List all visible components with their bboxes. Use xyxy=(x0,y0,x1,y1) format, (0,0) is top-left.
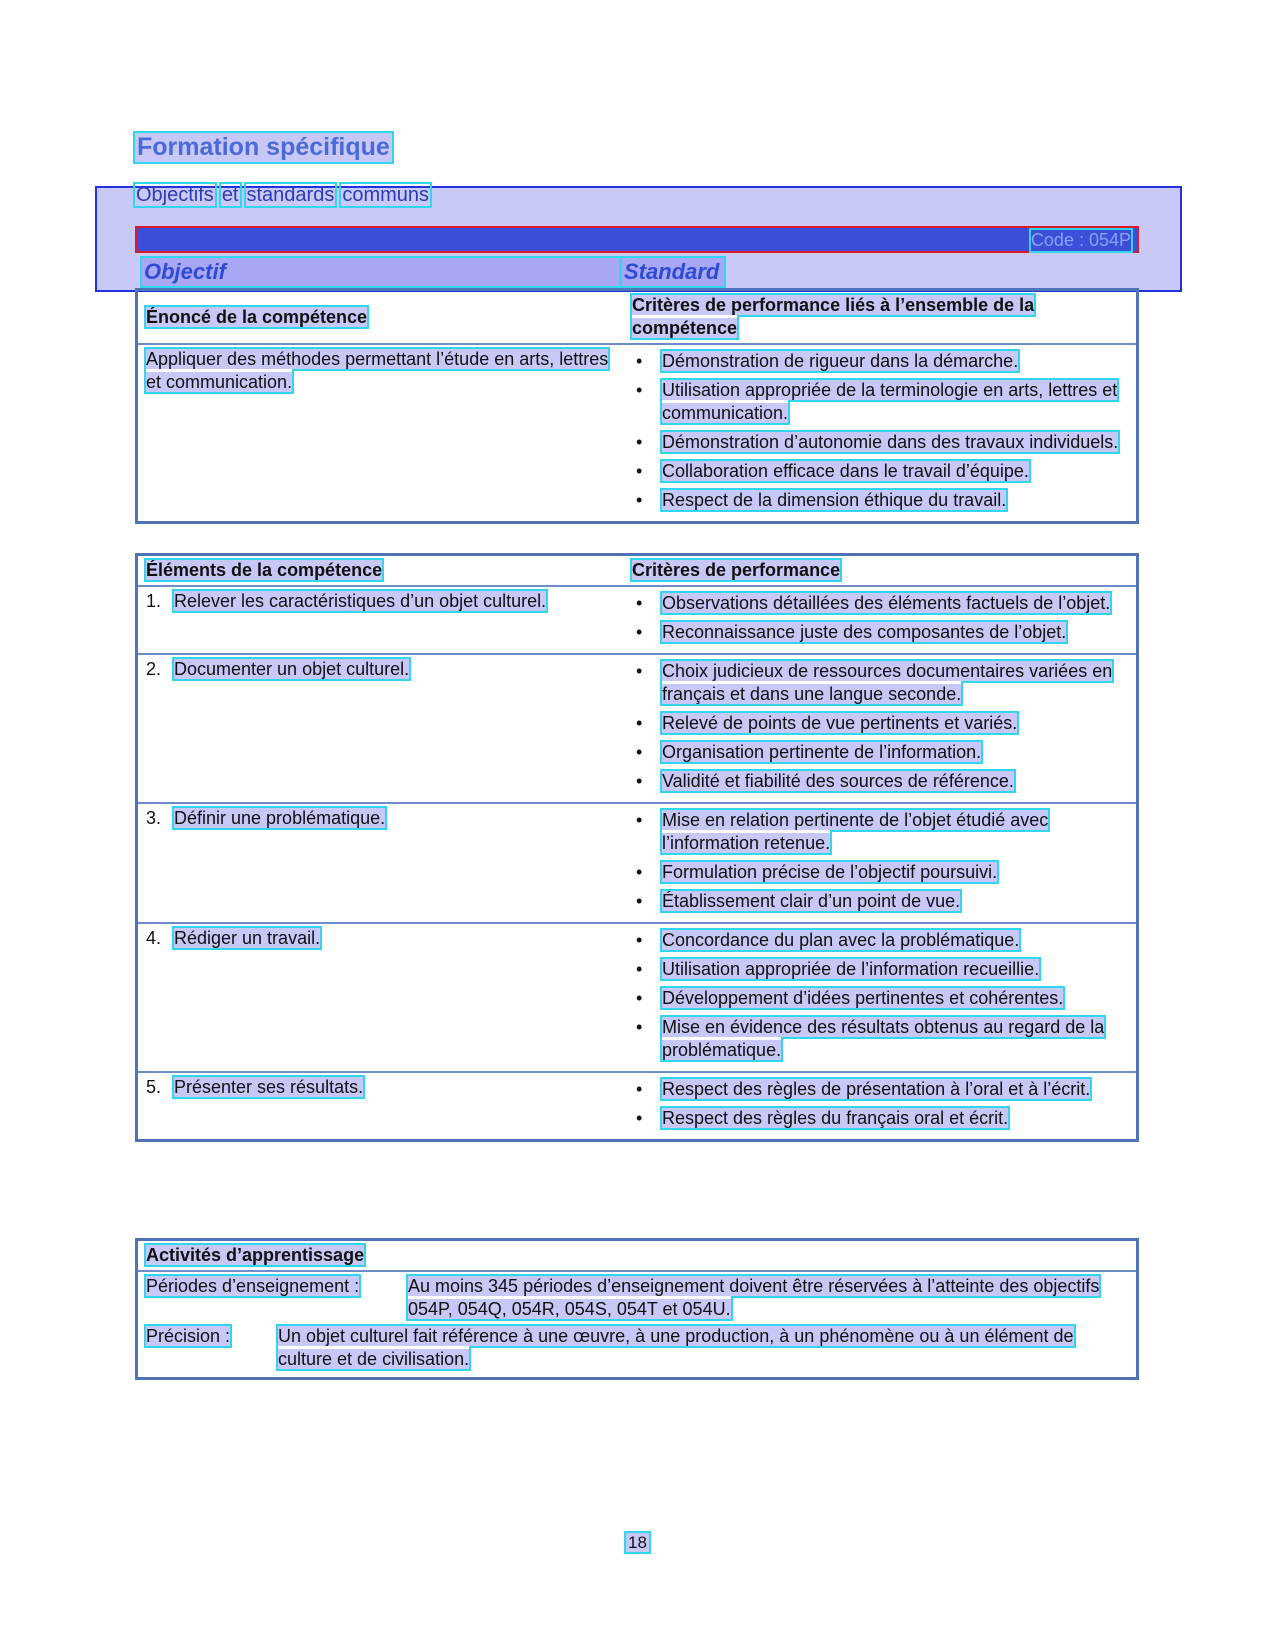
list-item: • Démonstration de rigueur dans la démarche. xyxy=(632,350,1128,373)
list-item: • Formulation précise de l’objectif poursuivi. xyxy=(632,861,1128,884)
enonce-label: Énoncé de la compétence xyxy=(146,306,368,327)
band-title-word: standards xyxy=(246,184,335,206)
element-number: 3. xyxy=(146,808,162,828)
precision-text: Un objet culturel fait référence à une œuvre, à une production, à un phénomène ou à un élément de culture et de civilisation. xyxy=(278,1326,1074,1369)
section-title: Formation spécifique xyxy=(137,133,390,161)
list-item: • Respect des règles du français oral et écrit. xyxy=(632,1107,1128,1130)
page-number: 18 xyxy=(628,1533,647,1552)
list-item: • Observations détaillées des éléments factuels de l’objet. xyxy=(632,592,1128,615)
periodes-row xyxy=(146,1275,1128,1321)
elements-table xyxy=(135,553,1139,1142)
table-row xyxy=(137,923,1138,1072)
table-row xyxy=(137,586,1138,654)
precision-row xyxy=(146,1325,1128,1371)
code-bar xyxy=(135,226,1139,253)
element-number: 2. xyxy=(146,659,162,679)
band-title-word: et xyxy=(221,184,239,206)
list-item: • Organisation pertinente de l’information. xyxy=(632,741,1128,764)
enonce-text: Appliquer des méthodes permettant l’étude en arts, lettres et communication. xyxy=(137,344,625,523)
list-item: • Établissement clair d’un point de vue. xyxy=(632,890,1128,913)
element-text: Présenter ses résultats. xyxy=(174,1077,364,1097)
table-row xyxy=(137,654,1138,803)
elements-label: Éléments de la compétence xyxy=(146,560,383,580)
band-title xyxy=(135,184,436,207)
enonce-criteria-label: Critères de performance liés à l’ensemble de la compétence xyxy=(632,295,1035,338)
list-item: • Développement d’idées pertinentes et cohérentes. xyxy=(632,987,1128,1010)
elements-criteria-label: Critères de performance xyxy=(632,560,841,580)
list-item: • Mise en relation pertinente de l’objet étudié avec l’information retenue. xyxy=(632,809,1128,855)
list-item: • Reconnaissance juste des composantes de l’objet. xyxy=(632,621,1128,644)
table-row xyxy=(137,1072,1138,1141)
list-item: • Utilisation appropriée de l’information recueillie. xyxy=(632,958,1128,981)
list-item: • Respect de la dimension éthique du travail. xyxy=(632,489,1128,512)
element-text: Documenter un objet culturel. xyxy=(174,659,410,679)
band-title-word: communs xyxy=(342,184,430,206)
element-text: Définir une problématique. xyxy=(174,808,386,828)
band-title-word: Objectifs xyxy=(136,184,214,206)
element-number: 4. xyxy=(146,928,162,948)
competency-code: Code : 054P xyxy=(1030,230,1131,250)
objectif-header: Objectif xyxy=(142,258,619,286)
enonce-table xyxy=(135,288,1139,524)
element-number: 5. xyxy=(146,1077,162,1097)
list-item: • Utilisation appropriée de la terminologie en arts, lettres et communication. xyxy=(632,379,1128,425)
list-item: • Relevé de points de vue pertinents et variés. xyxy=(632,712,1128,735)
precision-label: Précision : xyxy=(146,1326,231,1346)
activites-table xyxy=(135,1238,1139,1380)
list-item: • Collaboration efficace dans le travail d’équipe. xyxy=(632,460,1128,483)
list-item: • Respect des règles de présentation à l’oral et à l’écrit. xyxy=(632,1078,1128,1101)
list-item: • Démonstration d’autonomie dans des travaux individuels. xyxy=(632,431,1128,454)
activites-label: Activités d’apprentissage xyxy=(146,1245,365,1265)
periodes-text: Au moins 345 périodes d’enseignement doivent être réservées à l’atteinte des objectifs 054P, 054Q, 054R, 054S, 054T et 054U. xyxy=(408,1276,1100,1319)
list-item: • Concordance du plan avec la problématique. xyxy=(632,929,1128,952)
list-item: • Mise en évidence des résultats obtenus au regard de la problématique. xyxy=(632,1016,1128,1062)
standard-header: Standard xyxy=(622,258,724,286)
list-item: • Validité et fiabilité des sources de référence. xyxy=(632,770,1128,793)
element-number: 1. xyxy=(146,591,162,611)
element-text: Rédiger un travail. xyxy=(174,928,321,948)
element-text: Relever les caractéristiques d’un objet culturel. xyxy=(174,591,547,611)
enonce-criteria xyxy=(624,344,1138,523)
list-item: • Choix judicieux de ressources documentaires variées en français et dans une langue seconde. xyxy=(632,660,1128,706)
table-row xyxy=(137,803,1138,923)
periodes-label: Périodes d’enseignement : xyxy=(146,1276,360,1296)
